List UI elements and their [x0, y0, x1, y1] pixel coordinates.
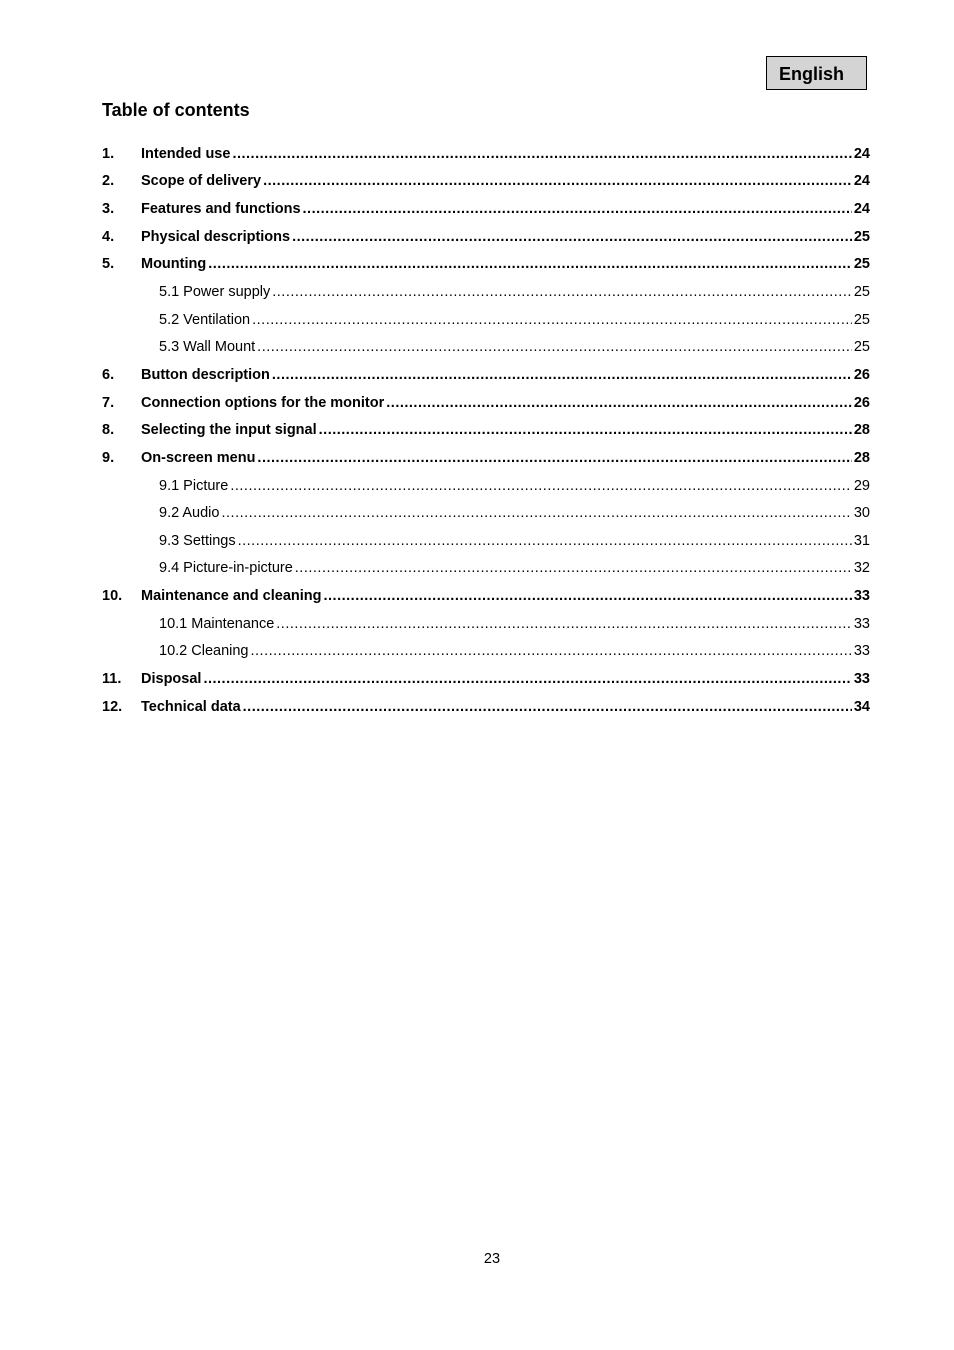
toc-entry-number: 5. — [102, 256, 115, 273]
toc-entry-text — [141, 146, 854, 162]
dot-leader — [386, 395, 852, 411]
toc-entry-page: 25 — [853, 311, 870, 328]
toc-subentry[interactable] — [102, 527, 870, 555]
dot-leader — [295, 560, 852, 576]
toc-entry-number: 1. — [102, 145, 115, 162]
toc-entry-label: Selecting the input signal — [141, 422, 317, 439]
dot-leader — [243, 699, 852, 715]
toc-entry-label: 5.3 Wall Mount — [159, 339, 256, 356]
dot-leader — [272, 284, 852, 300]
dot-leader — [272, 367, 852, 383]
toc-entry-page: 28 — [853, 449, 870, 466]
language-badge: English — [766, 56, 867, 90]
toc-entry-number: 10. — [102, 588, 123, 605]
page-number: 23 — [483, 1251, 501, 1267]
dot-leader — [203, 671, 851, 687]
dot-leader — [230, 478, 852, 494]
dot-leader — [292, 229, 852, 245]
toc-entry-label: 9.2 Audio — [159, 505, 220, 522]
toc-entry-text — [141, 229, 854, 245]
toc-entry[interactable] — [102, 195, 870, 223]
toc-subentry[interactable] — [102, 499, 870, 527]
toc-entry-page: 26 — [853, 394, 870, 411]
toc-subentry[interactable] — [102, 555, 870, 583]
toc-entry-label: Technical data — [141, 698, 241, 715]
dot-leader — [251, 643, 852, 659]
toc-entry-page: 25 — [853, 339, 870, 356]
toc-entry[interactable] — [102, 582, 870, 610]
toc-entry[interactable] — [102, 223, 870, 251]
toc-entry[interactable] — [102, 140, 870, 168]
toc-entry-page: 28 — [853, 422, 870, 439]
toc-entry-label: Scope of delivery — [141, 173, 262, 190]
toc-entry-label: 9.3 Settings — [159, 532, 236, 549]
toc-entry-page: 25 — [853, 284, 870, 301]
toc-subentry[interactable] — [102, 333, 870, 361]
toc-entry[interactable] — [102, 361, 870, 389]
toc-entry-page: 24 — [853, 173, 870, 190]
toc-entry-text — [159, 339, 854, 355]
toc-entry-text — [141, 671, 854, 687]
toc-entry-text — [141, 256, 854, 272]
toc-entry-text — [141, 173, 854, 189]
toc-subentry[interactable] — [102, 306, 870, 334]
toc-entry[interactable] — [102, 444, 870, 472]
toc-entry[interactable] — [102, 168, 870, 196]
toc-entry-text — [141, 588, 854, 604]
toc-entry-text — [141, 699, 854, 715]
table-of-contents — [102, 140, 870, 720]
toc-entry-page: 34 — [853, 698, 870, 715]
dot-leader — [263, 173, 852, 189]
toc-entry-label: 5.1 Power supply — [159, 284, 271, 301]
toc-entry-label: 9.4 Picture-in-picture — [159, 560, 293, 577]
toc-entry-page: 25 — [853, 228, 870, 245]
toc-entry[interactable] — [102, 251, 870, 279]
toc-entry-text — [159, 560, 854, 576]
toc-entry-page: 33 — [853, 643, 870, 660]
toc-subentry[interactable] — [102, 610, 870, 638]
toc-title: Table of contents — [102, 100, 250, 120]
toc-subentry[interactable] — [102, 472, 870, 500]
toc-entry-text — [141, 395, 854, 411]
toc-entry[interactable] — [102, 416, 870, 444]
toc-entry-page: 32 — [853, 560, 870, 577]
toc-entry-number: 4. — [102, 228, 115, 245]
toc-entry-number: 8. — [102, 422, 115, 439]
dot-leader — [208, 256, 852, 272]
toc-entry-number: 2. — [102, 173, 115, 190]
dot-leader — [303, 201, 852, 217]
toc-entry-text — [159, 616, 854, 632]
toc-entry-page: 33 — [853, 670, 870, 687]
toc-entry-page: 24 — [853, 145, 870, 162]
toc-entry-text — [159, 505, 854, 521]
toc-entry-number: 12. — [102, 698, 123, 715]
toc-entry[interactable] — [102, 665, 870, 693]
toc-entry-text — [159, 533, 854, 549]
toc-subentry[interactable] — [102, 278, 870, 306]
toc-entry-page: 30 — [853, 505, 870, 522]
toc-entry-page: 26 — [853, 366, 870, 383]
toc-subentry[interactable] — [102, 638, 870, 666]
toc-entry-label: On-screen menu — [141, 449, 256, 466]
toc-entry-number: 6. — [102, 366, 115, 383]
toc-entry-number: 11. — [102, 670, 122, 687]
toc-entry-label: Maintenance and cleaning — [141, 588, 322, 605]
toc-entry-number: 3. — [102, 201, 115, 218]
toc-entry-page: 24 — [853, 201, 870, 218]
toc-entry-text — [141, 367, 854, 383]
toc-entry-text — [141, 422, 854, 438]
toc-entry[interactable] — [102, 389, 870, 417]
dot-leader — [252, 312, 852, 328]
toc-entry-number: 9. — [102, 449, 115, 466]
toc-entry-label: 5.2 Ventilation — [159, 311, 251, 328]
toc-entry-label: Physical descriptions — [141, 228, 291, 245]
dot-leader — [238, 533, 852, 549]
toc-entry-page: 33 — [853, 615, 870, 632]
toc-entry-text — [141, 201, 854, 217]
toc-entry-text — [159, 478, 854, 494]
dot-leader — [221, 505, 851, 521]
toc-entry-page: 33 — [853, 588, 870, 605]
toc-entry[interactable] — [102, 693, 870, 721]
dot-leader — [324, 588, 852, 604]
dot-leader — [257, 339, 852, 355]
toc-entry-label: Intended use — [141, 145, 231, 162]
toc-entry-text — [141, 450, 854, 466]
toc-entry-text — [159, 643, 854, 659]
toc-entry-label: Disposal — [141, 670, 202, 687]
toc-entry-text — [159, 284, 854, 300]
toc-entry-label: Button description — [141, 366, 270, 383]
toc-entry-label: 9.1 Picture — [159, 477, 229, 494]
toc-entry-label: 10.2 Cleaning — [159, 643, 249, 660]
toc-entry-text — [159, 312, 854, 328]
toc-entry-number: 7. — [102, 394, 115, 411]
toc-entry-label: Features and functions — [141, 201, 301, 218]
dot-leader — [257, 450, 851, 466]
toc-entry-label: 10.1 Maintenance — [159, 615, 275, 632]
toc-entry-page: 29 — [853, 477, 870, 494]
dot-leader — [276, 616, 852, 632]
dot-leader — [232, 146, 851, 162]
dot-leader — [319, 422, 852, 438]
toc-entry-label: Connection options for the monitor — [141, 394, 385, 411]
toc-entry-page: 31 — [853, 532, 870, 549]
toc-entry-label: Mounting — [141, 256, 207, 273]
toc-entry-page: 25 — [853, 256, 870, 273]
